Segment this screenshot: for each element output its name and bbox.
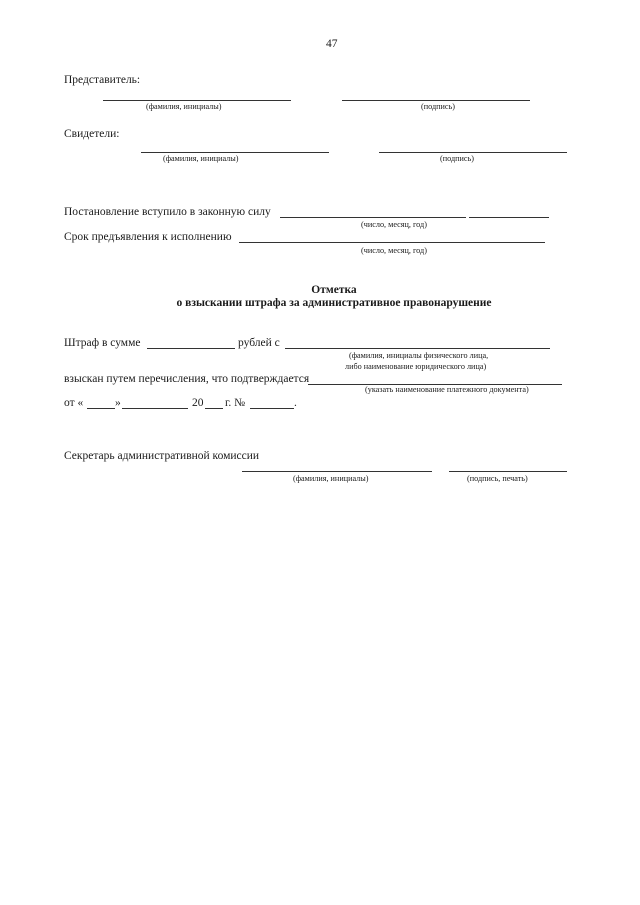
fine-year-line (205, 408, 223, 409)
fine-collected-label: взыскан путем перечисления, что подтверждается (64, 373, 310, 385)
fine-person-line (285, 348, 550, 349)
secretary-name-line (242, 471, 432, 472)
witnesses-name-caption: (фамилия, инициалы) (163, 154, 239, 163)
secretary-signature-line (449, 471, 567, 472)
effective-caption: (число, месяц, год) (361, 220, 427, 229)
page-number: 47 (326, 38, 338, 50)
secretary-signature-caption: (подпись, печать) (467, 474, 528, 483)
fine-document-caption: (указать наименование платежного документа) (365, 385, 529, 394)
fine-amount-line (147, 348, 235, 349)
effective-label: Постановление вступило в законную силу (64, 206, 271, 218)
secretary-name-caption: (фамилия, инициалы) (293, 474, 369, 483)
secretary-label: Секретарь административной комиссии (64, 450, 260, 462)
effective-date-line (280, 217, 466, 218)
mark-title: Отметка (311, 284, 357, 296)
fine-date-quote-close: » (115, 397, 121, 409)
representative-signature-caption: (подпись) (421, 102, 455, 111)
fine-amount-label: Штраф в сумме (64, 337, 141, 349)
fine-number-line (250, 408, 294, 409)
effective-extra-line (469, 217, 549, 218)
enforcement-caption: (число, месяц, год) (361, 246, 427, 255)
witnesses-signature-line (379, 152, 567, 153)
witnesses-label: Свидетели: (64, 128, 120, 140)
fine-rubles-label: рублей с (238, 337, 280, 349)
representative-name-line (103, 100, 291, 101)
fine-month-line (122, 408, 188, 409)
witnesses-name-line (141, 152, 329, 153)
representative-signature-line (342, 100, 530, 101)
representative-label: Представитель: (64, 74, 141, 86)
mark-subtitle: о взыскании штрафа за административное правонарушение (176, 297, 492, 309)
fine-year-suffix: г. № (225, 397, 246, 409)
enforcement-label: Срок предъявления к исполнению (64, 231, 232, 243)
fine-person-caption-2: либо наименование юридического лица) (345, 362, 487, 371)
fine-person-caption-1: (фамилия, инициалы физического лица, (349, 351, 489, 360)
fine-day-line (87, 408, 115, 409)
witnesses-signature-caption: (подпись) (440, 154, 474, 163)
representative-name-caption: (фамилия, инициалы) (146, 102, 222, 111)
fine-date-from: от « (64, 397, 84, 409)
fine-year-prefix: 20 (192, 397, 204, 409)
fine-period: . (294, 397, 297, 409)
enforcement-date-line (239, 242, 545, 243)
